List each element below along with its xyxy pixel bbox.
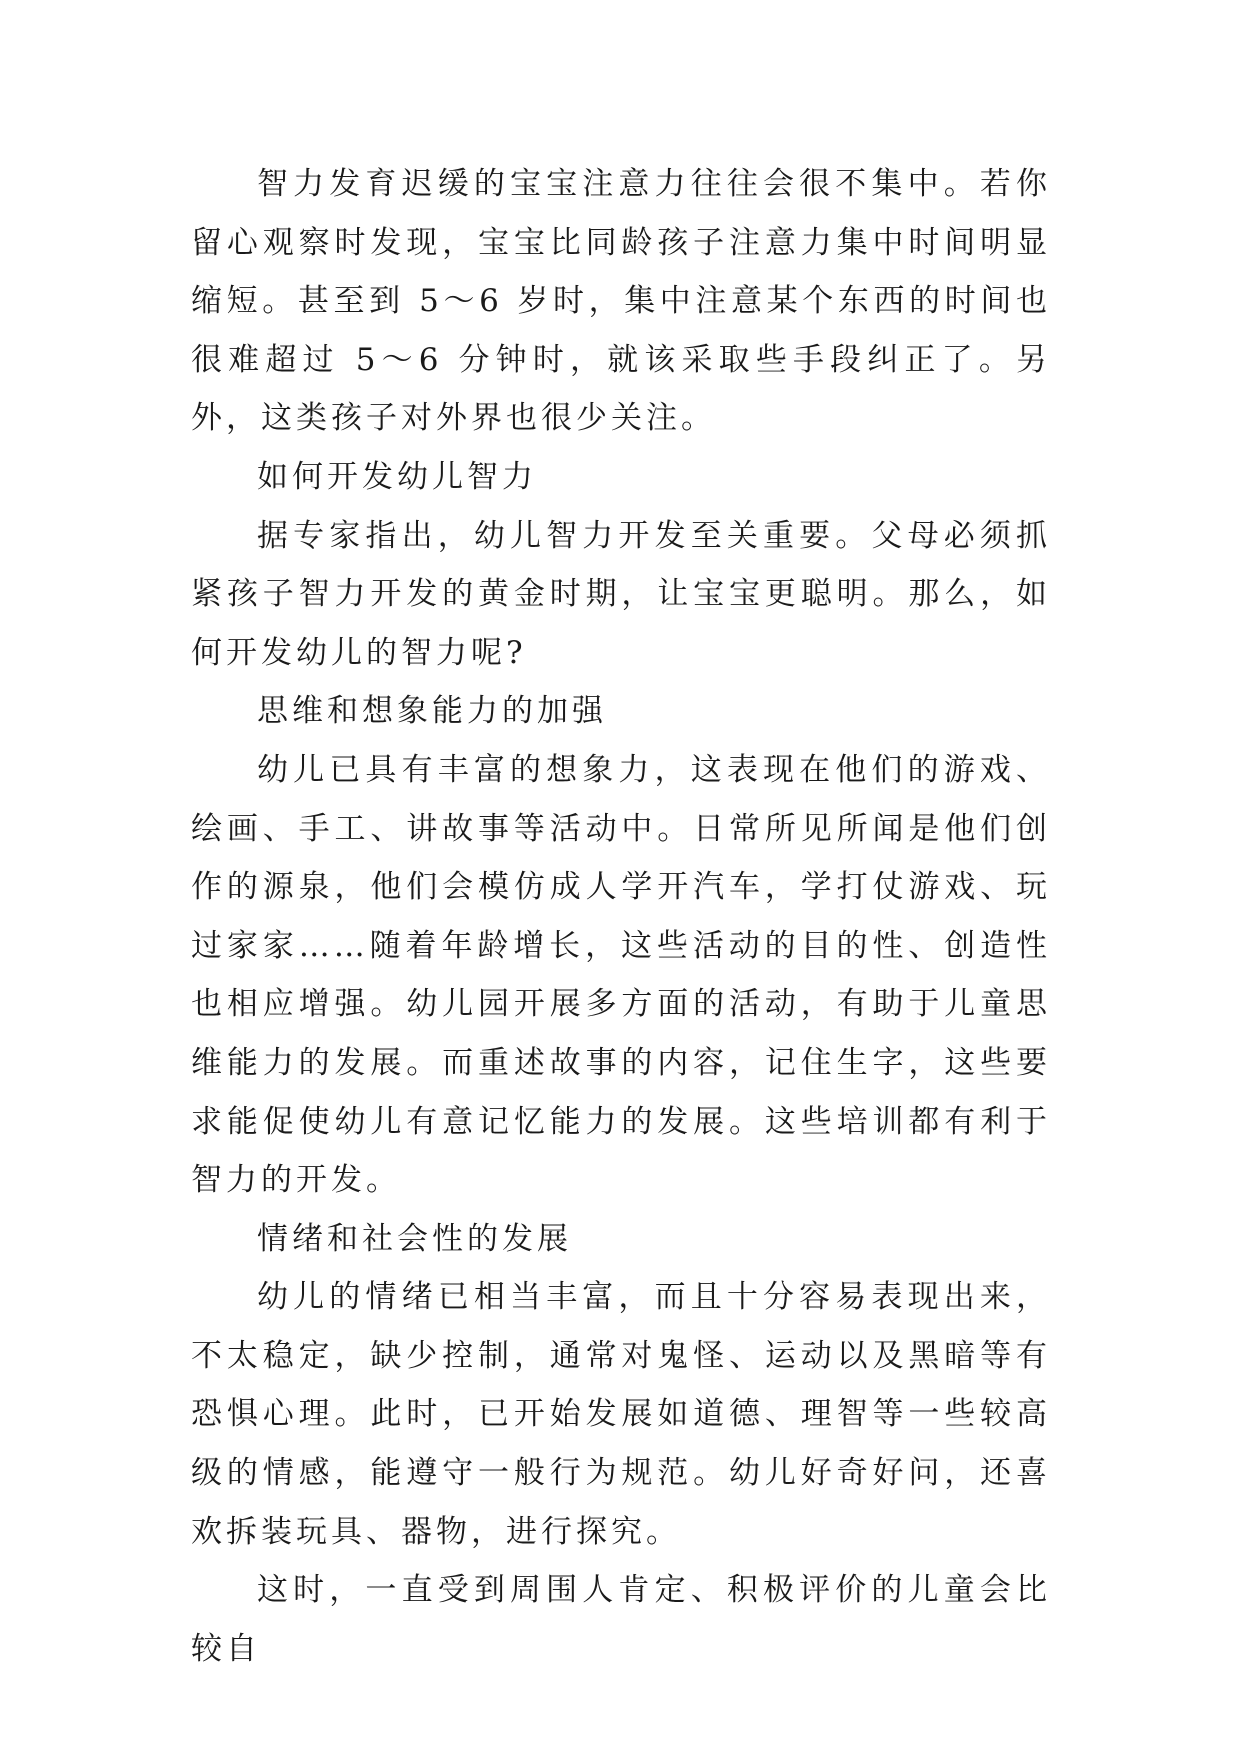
heading-emotion-social: 情绪和社会性的发展: [257, 1220, 572, 1257]
paragraph-affirmation: 这时，一直受到周围人肯定、积极评价的儿童会比较自: [191, 1572, 1051, 1667]
paragraph-emotion: 幼儿的情绪已相当丰富，而且十分容易表现出来，不太稳定，缺少控制，通常对鬼怪、运动以及黑暗等有恐惧心理。此时，已开始发展如道德、理智等一些较高级的情感，能遵守一般行为规范。幼儿好奇好问，还喜欢拆装玩具、器物，进行探究。: [191, 1279, 1051, 1550]
heading-how-to-develop-intelligence: 如何开发幼儿智力: [257, 458, 537, 495]
paragraph-imagination: 幼儿已具有丰富的想象力，这表现在他们的游戏、绘画、手工、讲故事等活动中。日常所见所闻是他们创作的源泉，他们会模仿成人学开汽车，学打仗游戏、玩过家家……随着年龄增长，这些活动的目的性、创造性也相应增强。幼儿园开展多方面的活动，有助于儿童思维能力的发展。而重述故事的内容，记住生字，这些要求能促使幼儿有意记忆能力的发展。这些培训都有利于智力的开发。: [191, 751, 1051, 1199]
paragraph-expert-advice: 据专家指出，幼儿智力开发至关重要。父母必须抓紧孩子智力开发的黄金时期，让宝宝更聪明。那么，如何开发幼儿的智力呢?: [191, 517, 1051, 671]
heading-thinking-imagination: 思维和想象能力的加强: [257, 693, 607, 730]
paragraph-attention: 智力发育迟缓的宝宝注意力往往会很不集中。若你留心观察时发现，宝宝比同龄孩子注意力集中时间明显缩短。甚至到 5～6 岁时，集中注意某个东西的时间也很难超过 5～6 分钟时，就该采取些手段纠正了。另外，这类孩子对外界也很少关注。: [191, 166, 1051, 437]
document-body: [191, 155, 1051, 1678]
